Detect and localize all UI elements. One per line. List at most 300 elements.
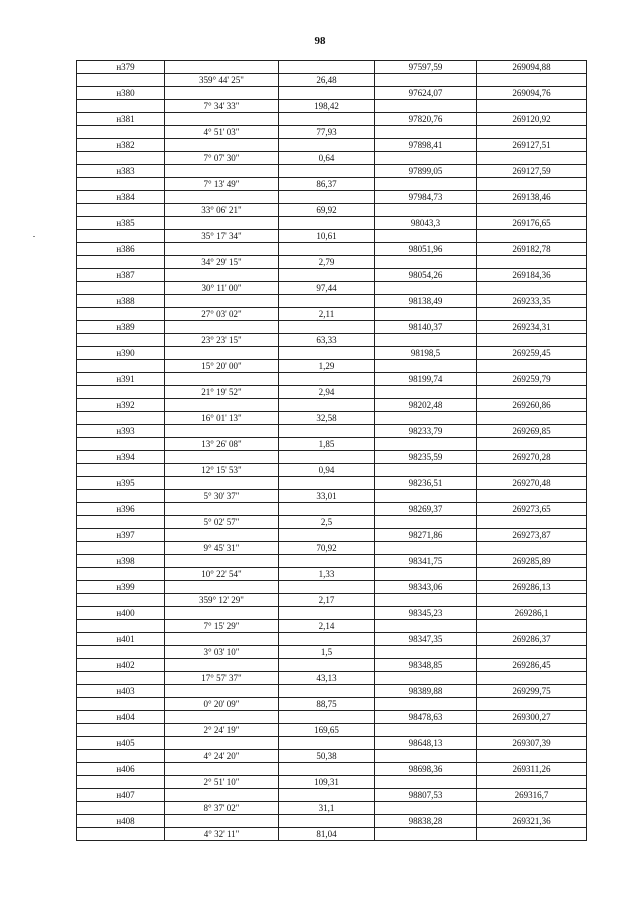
distance-cell: 2,94 bbox=[279, 386, 375, 399]
distance-cell: 81,04 bbox=[279, 828, 375, 841]
empty-cell bbox=[165, 399, 279, 412]
direction-angle-cell: 12° 15' 53" bbox=[165, 464, 279, 477]
x-coordinate-cell: 98345,23 bbox=[375, 607, 477, 620]
y-coordinate-cell: 269286,45 bbox=[477, 659, 587, 672]
empty-cell bbox=[279, 165, 375, 178]
direction-angle-cell: 4° 32' 11" bbox=[165, 828, 279, 841]
point-row bbox=[77, 581, 587, 594]
distance-cell: 1,29 bbox=[279, 360, 375, 373]
empty-cell bbox=[279, 763, 375, 776]
empty-cell bbox=[77, 776, 165, 789]
empty-cell bbox=[477, 802, 587, 815]
direction-angle-cell: 3° 03' 10" bbox=[165, 646, 279, 659]
y-coordinate-cell: 269120,92 bbox=[477, 113, 587, 126]
y-coordinate-cell: 269286,1 bbox=[477, 607, 587, 620]
point-name-cell: н405 bbox=[77, 737, 165, 750]
direction-angle-cell: 5° 30' 37" bbox=[165, 490, 279, 503]
empty-cell bbox=[165, 763, 279, 776]
x-coordinate-cell: 98838,28 bbox=[375, 815, 477, 828]
empty-cell bbox=[477, 412, 587, 425]
y-coordinate-cell: 269285,89 bbox=[477, 555, 587, 568]
empty-cell bbox=[375, 126, 477, 139]
empty-cell bbox=[279, 555, 375, 568]
empty-cell bbox=[375, 412, 477, 425]
empty-cell bbox=[165, 269, 279, 282]
point-row bbox=[77, 815, 587, 828]
distance-cell: 1,5 bbox=[279, 646, 375, 659]
x-coordinate-cell: 98269,37 bbox=[375, 503, 477, 516]
distance-cell: 69,92 bbox=[279, 204, 375, 217]
empty-cell bbox=[165, 815, 279, 828]
point-name-cell: н382 bbox=[77, 139, 165, 152]
empty-cell bbox=[375, 620, 477, 633]
empty-cell bbox=[279, 581, 375, 594]
empty-cell bbox=[375, 308, 477, 321]
empty-cell bbox=[77, 672, 165, 685]
empty-cell bbox=[279, 113, 375, 126]
direction-angle-cell: 13° 26' 08" bbox=[165, 438, 279, 451]
x-coordinate-cell: 97597,59 bbox=[375, 61, 477, 74]
point-name-cell: н385 bbox=[77, 217, 165, 230]
empty-cell bbox=[279, 399, 375, 412]
x-coordinate-cell: 97820,76 bbox=[375, 113, 477, 126]
y-coordinate-cell: 269127,51 bbox=[477, 139, 587, 152]
empty-cell bbox=[375, 542, 477, 555]
point-row bbox=[77, 217, 587, 230]
x-coordinate-cell: 97899,05 bbox=[375, 165, 477, 178]
empty-cell bbox=[375, 230, 477, 243]
y-coordinate-cell: 269184,36 bbox=[477, 269, 587, 282]
empty-cell bbox=[279, 139, 375, 152]
empty-cell bbox=[375, 828, 477, 841]
direction-angle-cell: 2° 51' 10" bbox=[165, 776, 279, 789]
empty-cell bbox=[279, 633, 375, 646]
direction-angle-cell: 4° 51' 03" bbox=[165, 126, 279, 139]
empty-cell bbox=[477, 698, 587, 711]
empty-cell bbox=[279, 529, 375, 542]
empty-cell bbox=[279, 685, 375, 698]
distance-cell: 26,48 bbox=[279, 74, 375, 87]
empty-cell bbox=[165, 113, 279, 126]
empty-cell bbox=[477, 542, 587, 555]
segment-row bbox=[77, 412, 587, 425]
point-row bbox=[77, 347, 587, 360]
empty-cell bbox=[165, 165, 279, 178]
empty-cell bbox=[279, 737, 375, 750]
distance-cell: 50,38 bbox=[279, 750, 375, 763]
empty-cell bbox=[375, 334, 477, 347]
empty-cell bbox=[77, 74, 165, 87]
distance-cell: 97,44 bbox=[279, 282, 375, 295]
empty-cell bbox=[279, 295, 375, 308]
distance-cell: 32,58 bbox=[279, 412, 375, 425]
distance-cell: 1,33 bbox=[279, 568, 375, 581]
empty-cell bbox=[165, 737, 279, 750]
x-coordinate-cell: 98140,37 bbox=[375, 321, 477, 334]
segment-row bbox=[77, 74, 587, 87]
point-name-cell: н401 bbox=[77, 633, 165, 646]
segment-row bbox=[77, 776, 587, 789]
x-coordinate-cell: 98698,36 bbox=[375, 763, 477, 776]
empty-cell bbox=[477, 568, 587, 581]
scan-speck bbox=[33, 236, 35, 237]
point-name-cell: н402 bbox=[77, 659, 165, 672]
x-coordinate-cell: 98348,85 bbox=[375, 659, 477, 672]
x-coordinate-cell: 98343,06 bbox=[375, 581, 477, 594]
direction-angle-cell: 8° 37' 02" bbox=[165, 802, 279, 815]
point-row bbox=[77, 399, 587, 412]
point-row bbox=[77, 529, 587, 542]
empty-cell bbox=[477, 438, 587, 451]
empty-cell bbox=[77, 282, 165, 295]
segment-row bbox=[77, 204, 587, 217]
empty-cell bbox=[279, 269, 375, 282]
y-coordinate-cell: 269299,75 bbox=[477, 685, 587, 698]
empty-cell bbox=[477, 74, 587, 87]
segment-row bbox=[77, 568, 587, 581]
y-coordinate-cell: 269234,31 bbox=[477, 321, 587, 334]
empty-cell bbox=[77, 100, 165, 113]
distance-cell: 86,37 bbox=[279, 178, 375, 191]
point-row bbox=[77, 425, 587, 438]
empty-cell bbox=[77, 152, 165, 165]
x-coordinate-cell: 98202,48 bbox=[375, 399, 477, 412]
segment-row bbox=[77, 152, 587, 165]
segment-row bbox=[77, 542, 587, 555]
empty-cell bbox=[77, 802, 165, 815]
direction-angle-cell: 7° 07' 30" bbox=[165, 152, 279, 165]
point-name-cell: н397 bbox=[77, 529, 165, 542]
empty-cell bbox=[165, 685, 279, 698]
distance-cell: 2,11 bbox=[279, 308, 375, 321]
point-name-cell: н399 bbox=[77, 581, 165, 594]
empty-cell bbox=[77, 542, 165, 555]
point-row bbox=[77, 477, 587, 490]
empty-cell bbox=[477, 776, 587, 789]
segment-row bbox=[77, 386, 587, 399]
point-name-cell: н386 bbox=[77, 243, 165, 256]
empty-cell bbox=[165, 217, 279, 230]
y-coordinate-cell: 269270,48 bbox=[477, 477, 587, 490]
segment-row bbox=[77, 256, 587, 269]
segment-row bbox=[77, 360, 587, 373]
empty-cell bbox=[165, 321, 279, 334]
empty-cell bbox=[77, 360, 165, 373]
direction-angle-cell: 0° 20' 09" bbox=[165, 698, 279, 711]
segment-row bbox=[77, 438, 587, 451]
empty-cell bbox=[477, 100, 587, 113]
point-name-cell: н396 bbox=[77, 503, 165, 516]
empty-cell bbox=[165, 139, 279, 152]
direction-angle-cell: 35° 17' 34" bbox=[165, 230, 279, 243]
distance-cell: 88,75 bbox=[279, 698, 375, 711]
empty-cell bbox=[77, 464, 165, 477]
empty-cell bbox=[165, 581, 279, 594]
x-coordinate-cell: 97984,73 bbox=[375, 191, 477, 204]
point-name-cell: н407 bbox=[77, 789, 165, 802]
empty-cell bbox=[77, 178, 165, 191]
x-coordinate-cell: 98233,79 bbox=[375, 425, 477, 438]
empty-cell bbox=[279, 347, 375, 360]
empty-cell bbox=[77, 828, 165, 841]
empty-cell bbox=[77, 256, 165, 269]
segment-row bbox=[77, 750, 587, 763]
point-row bbox=[77, 789, 587, 802]
empty-cell bbox=[165, 659, 279, 672]
empty-cell bbox=[165, 555, 279, 568]
empty-cell bbox=[165, 451, 279, 464]
empty-cell bbox=[279, 373, 375, 386]
empty-cell bbox=[165, 347, 279, 360]
empty-cell bbox=[77, 386, 165, 399]
empty-cell bbox=[279, 789, 375, 802]
empty-cell bbox=[77, 594, 165, 607]
distance-cell: 2,14 bbox=[279, 620, 375, 633]
direction-angle-cell: 5° 02' 57" bbox=[165, 516, 279, 529]
direction-angle-cell: 9° 45' 31" bbox=[165, 542, 279, 555]
empty-cell bbox=[165, 529, 279, 542]
empty-cell bbox=[477, 334, 587, 347]
x-coordinate-cell: 98389,88 bbox=[375, 685, 477, 698]
distance-cell: 169,65 bbox=[279, 724, 375, 737]
direction-angle-cell: 359° 12' 29" bbox=[165, 594, 279, 607]
segment-row bbox=[77, 672, 587, 685]
empty-cell bbox=[375, 74, 477, 87]
empty-cell bbox=[477, 646, 587, 659]
point-name-cell: н403 bbox=[77, 685, 165, 698]
point-row bbox=[77, 659, 587, 672]
y-coordinate-cell: 269273,87 bbox=[477, 529, 587, 542]
direction-angle-cell: 15° 20' 00" bbox=[165, 360, 279, 373]
empty-cell bbox=[477, 750, 587, 763]
x-coordinate-cell: 98138,49 bbox=[375, 295, 477, 308]
segment-row bbox=[77, 178, 587, 191]
y-coordinate-cell: 269300,27 bbox=[477, 711, 587, 724]
distance-cell: 77,93 bbox=[279, 126, 375, 139]
empty-cell bbox=[477, 178, 587, 191]
direction-angle-cell: 17° 57' 37" bbox=[165, 672, 279, 685]
direction-angle-cell: 23° 23' 15" bbox=[165, 334, 279, 347]
segment-row bbox=[77, 698, 587, 711]
direction-angle-cell: 7° 13' 49" bbox=[165, 178, 279, 191]
point-name-cell: н406 bbox=[77, 763, 165, 776]
empty-cell bbox=[165, 425, 279, 438]
empty-cell bbox=[279, 191, 375, 204]
point-name-cell: н381 bbox=[77, 113, 165, 126]
empty-cell bbox=[375, 594, 477, 607]
empty-cell bbox=[477, 490, 587, 503]
empty-cell bbox=[375, 568, 477, 581]
empty-cell bbox=[165, 243, 279, 256]
empty-cell bbox=[375, 386, 477, 399]
empty-cell bbox=[165, 191, 279, 204]
empty-cell bbox=[477, 620, 587, 633]
point-row bbox=[77, 243, 587, 256]
distance-cell: 109,31 bbox=[279, 776, 375, 789]
y-coordinate-cell: 269307,39 bbox=[477, 737, 587, 750]
empty-cell bbox=[279, 477, 375, 490]
coordinates-table bbox=[76, 60, 587, 841]
point-row bbox=[77, 763, 587, 776]
segment-row bbox=[77, 516, 587, 529]
x-coordinate-cell: 98236,51 bbox=[375, 477, 477, 490]
y-coordinate-cell: 269260,86 bbox=[477, 399, 587, 412]
point-name-cell: н398 bbox=[77, 555, 165, 568]
direction-angle-cell: 21° 19' 52" bbox=[165, 386, 279, 399]
empty-cell bbox=[77, 126, 165, 139]
y-coordinate-cell: 269269,85 bbox=[477, 425, 587, 438]
point-row bbox=[77, 373, 587, 386]
empty-cell bbox=[165, 711, 279, 724]
empty-cell bbox=[77, 750, 165, 763]
y-coordinate-cell: 269311,26 bbox=[477, 763, 587, 776]
distance-cell: 2,5 bbox=[279, 516, 375, 529]
empty-cell bbox=[375, 204, 477, 217]
x-coordinate-cell: 98807,53 bbox=[375, 789, 477, 802]
x-coordinate-cell: 98235,59 bbox=[375, 451, 477, 464]
y-coordinate-cell: 269094,76 bbox=[477, 87, 587, 100]
empty-cell bbox=[375, 256, 477, 269]
empty-cell bbox=[77, 568, 165, 581]
direction-angle-cell: 10° 22' 54" bbox=[165, 568, 279, 581]
point-row bbox=[77, 269, 587, 282]
y-coordinate-cell: 269094,88 bbox=[477, 61, 587, 74]
y-coordinate-cell: 269286,13 bbox=[477, 581, 587, 594]
direction-angle-cell: 7° 34' 33" bbox=[165, 100, 279, 113]
empty-cell bbox=[77, 204, 165, 217]
x-coordinate-cell: 98051,96 bbox=[375, 243, 477, 256]
y-coordinate-cell: 269321,36 bbox=[477, 815, 587, 828]
x-coordinate-cell: 98043,3 bbox=[375, 217, 477, 230]
empty-cell bbox=[77, 438, 165, 451]
distance-cell: 198,42 bbox=[279, 100, 375, 113]
y-coordinate-cell: 269273,65 bbox=[477, 503, 587, 516]
x-coordinate-cell: 98648,13 bbox=[375, 737, 477, 750]
segment-row bbox=[77, 594, 587, 607]
empty-cell bbox=[477, 594, 587, 607]
point-name-cell: н383 bbox=[77, 165, 165, 178]
empty-cell bbox=[279, 87, 375, 100]
distance-cell: 1,85 bbox=[279, 438, 375, 451]
empty-cell bbox=[477, 828, 587, 841]
y-coordinate-cell: 269259,79 bbox=[477, 373, 587, 386]
point-row bbox=[77, 295, 587, 308]
point-row bbox=[77, 87, 587, 100]
point-row bbox=[77, 61, 587, 74]
x-coordinate-cell: 98341,75 bbox=[375, 555, 477, 568]
empty-cell bbox=[77, 490, 165, 503]
empty-cell bbox=[375, 724, 477, 737]
y-coordinate-cell: 269233,35 bbox=[477, 295, 587, 308]
y-coordinate-cell: 269182,78 bbox=[477, 243, 587, 256]
empty-cell bbox=[165, 789, 279, 802]
y-coordinate-cell: 269286,37 bbox=[477, 633, 587, 646]
empty-cell bbox=[375, 178, 477, 191]
empty-cell bbox=[279, 61, 375, 74]
empty-cell bbox=[77, 620, 165, 633]
empty-cell bbox=[279, 503, 375, 516]
point-name-cell: н390 bbox=[77, 347, 165, 360]
empty-cell bbox=[375, 100, 477, 113]
segment-row bbox=[77, 724, 587, 737]
point-row bbox=[77, 139, 587, 152]
empty-cell bbox=[165, 477, 279, 490]
empty-cell bbox=[279, 659, 375, 672]
empty-cell bbox=[477, 256, 587, 269]
y-coordinate-cell: 269176,65 bbox=[477, 217, 587, 230]
y-coordinate-cell: 269316,7 bbox=[477, 789, 587, 802]
distance-cell: 0,64 bbox=[279, 152, 375, 165]
direction-angle-cell: 7° 15' 29" bbox=[165, 620, 279, 633]
point-row bbox=[77, 503, 587, 516]
segment-row bbox=[77, 646, 587, 659]
distance-cell: 33,01 bbox=[279, 490, 375, 503]
point-name-cell: н404 bbox=[77, 711, 165, 724]
direction-angle-cell: 27° 03' 02" bbox=[165, 308, 279, 321]
empty-cell bbox=[77, 230, 165, 243]
distance-cell: 31,1 bbox=[279, 802, 375, 815]
empty-cell bbox=[477, 724, 587, 737]
empty-cell bbox=[279, 425, 375, 438]
empty-cell bbox=[279, 711, 375, 724]
segment-row bbox=[77, 230, 587, 243]
segment-row bbox=[77, 490, 587, 503]
empty-cell bbox=[165, 633, 279, 646]
x-coordinate-cell: 97624,07 bbox=[375, 87, 477, 100]
segment-row bbox=[77, 100, 587, 113]
segment-row bbox=[77, 282, 587, 295]
point-name-cell: н392 bbox=[77, 399, 165, 412]
empty-cell bbox=[279, 243, 375, 256]
x-coordinate-cell: 98198,5 bbox=[375, 347, 477, 360]
empty-cell bbox=[375, 776, 477, 789]
empty-cell bbox=[165, 61, 279, 74]
direction-angle-cell: 34° 29' 15" bbox=[165, 256, 279, 269]
empty-cell bbox=[375, 282, 477, 295]
point-name-cell: н395 bbox=[77, 477, 165, 490]
empty-cell bbox=[77, 698, 165, 711]
point-name-cell: н387 bbox=[77, 269, 165, 282]
segment-row bbox=[77, 802, 587, 815]
empty-cell bbox=[477, 204, 587, 217]
distance-cell: 63,33 bbox=[279, 334, 375, 347]
empty-cell bbox=[77, 412, 165, 425]
point-row bbox=[77, 737, 587, 750]
empty-cell bbox=[279, 815, 375, 828]
empty-cell bbox=[375, 516, 477, 529]
point-name-cell: н393 bbox=[77, 425, 165, 438]
x-coordinate-cell: 98478,63 bbox=[375, 711, 477, 724]
point-name-cell: н400 bbox=[77, 607, 165, 620]
point-row bbox=[77, 321, 587, 334]
y-coordinate-cell: 269259,45 bbox=[477, 347, 587, 360]
empty-cell bbox=[375, 802, 477, 815]
point-row bbox=[77, 165, 587, 178]
point-name-cell: н408 bbox=[77, 815, 165, 828]
empty-cell bbox=[77, 646, 165, 659]
empty-cell bbox=[477, 516, 587, 529]
point-name-cell: н384 bbox=[77, 191, 165, 204]
distance-cell: 10,61 bbox=[279, 230, 375, 243]
x-coordinate-cell: 98054,26 bbox=[375, 269, 477, 282]
point-row bbox=[77, 113, 587, 126]
point-name-cell: н389 bbox=[77, 321, 165, 334]
empty-cell bbox=[165, 87, 279, 100]
distance-cell: 2,79 bbox=[279, 256, 375, 269]
empty-cell bbox=[165, 607, 279, 620]
empty-cell bbox=[77, 308, 165, 321]
point-row bbox=[77, 633, 587, 646]
